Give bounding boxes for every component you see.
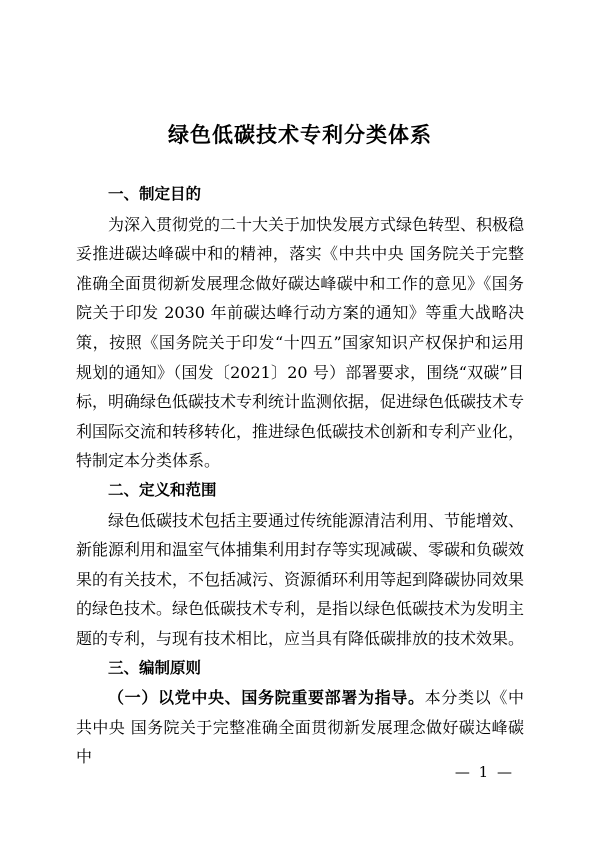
document-body — [76, 180, 524, 772]
principle-sub-heading: （一）以党中央、国务院重要部署为指导。 — [108, 688, 425, 708]
section-paragraph-definition: 绿色低碳技术包括主要通过传统能源清洁利用、节能增效、新能源利用和温室气体捕集利用封存等实现减碳、零碳和负碳效果的有关技术，不包括减污、资源循环利用等起到降碳协同效果的绿色技术。绿色低碳技术专利，是指以绿色低碳技术为发明主题的专利，与现有技术相比，应当具有降低碳排放的技术效果。 — [76, 510, 525, 648]
page-number: — 1 — — [454, 763, 514, 781]
section-heading-purpose: 一、制定目的 — [108, 185, 202, 203]
section-paragraph-purpose: 为深入贯彻党的二十大关于加快发展方式绿色转型、积极稳妥推进碳达峰碳中和的精神，落实《中共中央 国务院关于完整准确全面贯彻新发展理念做好碳达峰碳中和工作的意见》《国务院关于印发 2030 年前碳达峰行动方案的通知》等重大战略决策，按照《国务院关于印发“十四五”国家知识产权保护和运用规划的通知》（国发〔2021〕20 号）部署要求，围绕“双碳”目标，明确绿色低碳技术专利统计监测依据，促进绿色低碳技术专利国际交流和转移转化，推进绿色低碳技术创新和专利产业化，特制定本分类体系。 — [76, 214, 525, 471]
document-title: 绿色低碳技术专利分类体系 — [168, 122, 432, 147]
section-heading-principles: 三、编制原则 — [108, 658, 202, 677]
section-paragraph-principles — [76, 683, 524, 772]
principle-text: 本分类以《中共中央 国务院关于完整准确全面贯彻新发展理念做好碳达峰碳中 — [76, 688, 524, 767]
section-heading-definition: 二、定义和范围 — [108, 480, 217, 499]
